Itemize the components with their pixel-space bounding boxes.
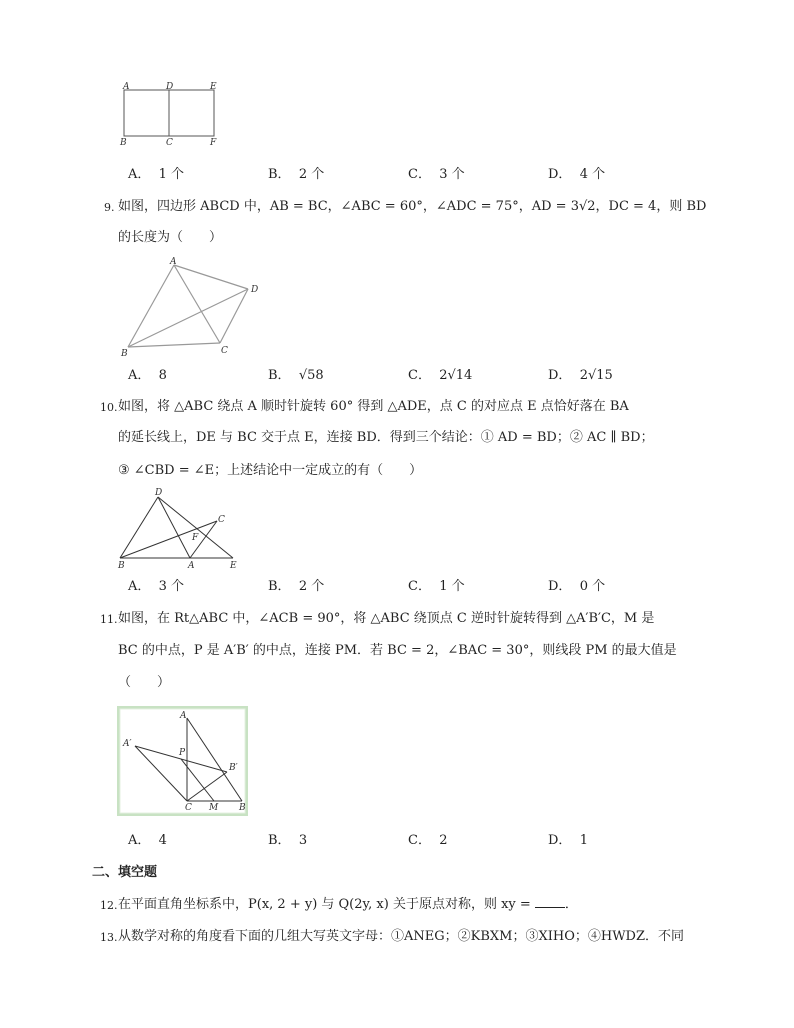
q8-label-a: A bbox=[123, 82, 130, 92]
q10-label-b: B bbox=[118, 561, 125, 570]
q11-figure bbox=[117, 706, 249, 816]
q8-label-b: B bbox=[120, 138, 127, 148]
q8-label-e: E bbox=[210, 82, 217, 92]
q10-text-line1: 如图，将 △ABC 绕点 A 顺时针旋转 60° 得到 △ADE，点 C 的对应点 E 点恰好落在 BA bbox=[118, 399, 629, 414]
q9-text-line1: 如图，四边形 ABCD 中，AB = BC，∠ABC = 60°，∠ADC = 75°，AD = 3√2，DC = 4，则 BD bbox=[118, 199, 707, 214]
q11-label-b: B bbox=[239, 803, 246, 813]
q9-figure bbox=[118, 255, 268, 360]
q10-label-c: C bbox=[218, 515, 225, 525]
q11-label-m: M bbox=[209, 803, 219, 813]
q9-label-c: C bbox=[221, 346, 228, 356]
q10-option-d: D． 0 个 bbox=[548, 579, 606, 594]
q8-label-f: F bbox=[210, 138, 217, 148]
q10-label-a: A bbox=[188, 561, 195, 570]
q11-label-a: A bbox=[180, 711, 187, 721]
q9-label-a: A bbox=[170, 257, 177, 267]
q8-option-a: A． 1 个 bbox=[128, 167, 185, 182]
q9-label-b: B bbox=[121, 349, 128, 359]
q9-number: 9. bbox=[104, 201, 115, 214]
q10-text-line3: ③ ∠CBD = ∠E；上述结论中一定成立的有（ ） bbox=[118, 463, 423, 478]
q9-option-c: C． 2√14 bbox=[408, 368, 473, 383]
q12-answer-blank[interactable] bbox=[535, 895, 565, 908]
q12-tail: ． bbox=[564, 897, 578, 912]
q11-option-d: D． 1 bbox=[548, 833, 588, 848]
q11-text-line1: 如图，在 Rt△ABC 中，∠ACB = 90°，将 △ABC 绕顶点 C 逆时针旋转得到 △A′B′C，M 是 bbox=[118, 611, 655, 626]
q9-option-b: B． √58 bbox=[268, 368, 324, 383]
q13-text: 从数学对称的角度看下面的几组大写英文字母：①ANEG；②KBXM；③XIHO；④HWDZ．不同 bbox=[118, 929, 685, 944]
q11-option-c: C． 2 bbox=[408, 833, 448, 848]
q11-text-line2: BC 的中点，P 是 A′B′ 的中点，连接 PM．若 BC = 2，∠BAC = 30°，则线段 PM 的最大值是 bbox=[118, 643, 677, 658]
q9-option-a: A． 8 bbox=[128, 368, 167, 383]
q9-text-line2: 的长度为（ ） bbox=[118, 230, 223, 245]
q8-figure bbox=[116, 80, 226, 148]
q8-label-d: D bbox=[166, 82, 174, 92]
q11-label-a-prime: A′ bbox=[123, 739, 132, 749]
q10-option-b: B． 2 个 bbox=[268, 579, 325, 594]
section-title-fill-in: 二、填空题 bbox=[92, 865, 158, 880]
q9-option-d: D． 2√15 bbox=[548, 368, 613, 383]
q8-label-c: C bbox=[166, 138, 173, 148]
q10-number: 10. bbox=[100, 401, 118, 414]
q10-label-e: E bbox=[230, 561, 237, 570]
q10-text-line2: 的延长线上，DE 与 BC 交于点 E，连接 BD．得到三个结论：① AD = BD；② AC ∥ BD； bbox=[118, 430, 654, 445]
q8-option-c: C． 3 个 bbox=[408, 167, 465, 182]
q10-figure bbox=[115, 485, 245, 570]
q11-text-line3: （ ） bbox=[118, 675, 171, 690]
q8-option-d: D． 4 个 bbox=[548, 167, 606, 182]
q12-text bbox=[118, 895, 578, 915]
q10-option-c: C． 1 个 bbox=[408, 579, 465, 594]
q11-label-c: C bbox=[185, 803, 192, 813]
q11-label-p: P bbox=[179, 748, 186, 758]
q12-number: 12. bbox=[100, 899, 118, 912]
q10-label-d: D bbox=[155, 488, 163, 498]
q9-label-d: D bbox=[251, 285, 259, 295]
q10-option-a: A． 3 个 bbox=[128, 579, 185, 594]
q8-option-b: B． 2 个 bbox=[268, 167, 325, 182]
q10-label-f: F bbox=[192, 533, 199, 543]
q12-question: 在平面直角坐标系中，P(x, 2 + y) 与 Q(2y, x) 关于原点对称，则 xy = bbox=[118, 897, 531, 912]
q11-label-b-prime: B′ bbox=[229, 763, 238, 773]
q13-number: 13. bbox=[100, 931, 118, 944]
q11-option-a: A． 4 bbox=[128, 833, 167, 848]
q11-option-b: B． 3 bbox=[268, 833, 308, 848]
q11-number: 11. bbox=[100, 613, 118, 626]
